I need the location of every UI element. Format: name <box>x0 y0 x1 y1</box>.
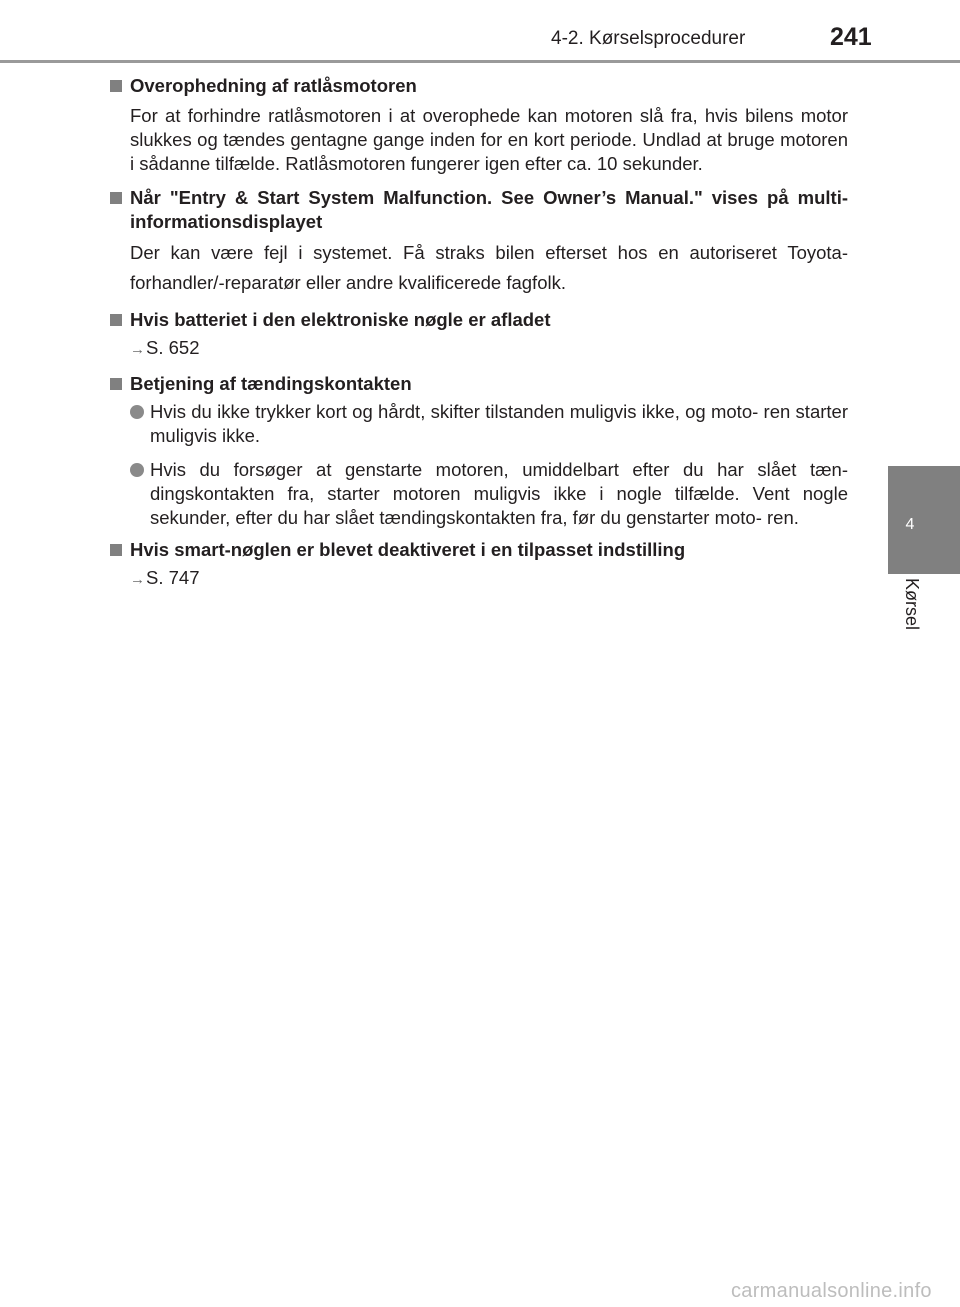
square-bullet-icon <box>110 192 122 204</box>
list-item-text: Hvis du ikke trykker kort og hårdt, skifter tilstanden muligvis ikke, og moto- ren starter muligvis ikke. <box>150 401 848 446</box>
section-heading <box>110 308 848 332</box>
header-section-title: 4-2. Kørselsprocedurer <box>551 28 746 49</box>
page-content <box>110 74 848 594</box>
list-item-text: Hvis du forsøger at genstarte motoren, umiddelbart efter du har slået tæn- dingskontakten fra, starter motoren muligvis ikke i nogle tilfælde. Vent nogle sekunder, efter du har slået tændingskontakten fra, før du genstarter moto- ren. <box>150 459 848 528</box>
arrow-right-icon: → <box>130 341 144 358</box>
arrow-right-icon: → <box>130 571 144 588</box>
list-item <box>130 400 848 448</box>
section-heading-text: Betjening af tændingskontakten <box>130 373 412 394</box>
circle-bullet-icon <box>130 405 144 419</box>
section-heading-text: Overophedning af ratlåsmotoren <box>130 75 417 96</box>
header-divider <box>0 60 960 63</box>
section-heading-text: Hvis batteriet i den elektroniske nøgle er afladet <box>130 309 551 330</box>
chapter-tab <box>888 466 960 574</box>
section-heading-text: Hvis smart-nøglen er blevet deaktiveret i en tilpasset indstilling <box>130 539 686 560</box>
square-bullet-icon <box>110 314 122 326</box>
watermark: carmanualsonline.info <box>731 1280 932 1302</box>
page-reference[interactable] <box>130 334 848 364</box>
section-heading <box>110 74 848 98</box>
page-number: 241 <box>830 23 872 51</box>
section-heading <box>110 186 848 234</box>
section-heading <box>110 538 848 562</box>
chapter-number: 4 <box>905 516 915 533</box>
section-heading <box>110 372 848 396</box>
page-reference-text: S. 652 <box>146 337 200 358</box>
circle-bullet-icon <box>130 463 144 477</box>
square-bullet-icon <box>110 378 122 390</box>
section-text: For at forhindre ratlåsmotoren i at overophede kan motoren slå fra, hvis bilens motor slukkes og tændes gentagne gange inden for en kort periode. Undlad at bruge motoren i sådanne tilfælde. Ratlåsmotoren fungerer igen efter ca. 10 sekunder. <box>130 105 848 174</box>
page-reference[interactable] <box>130 564 848 594</box>
chapter-label: Kørsel <box>902 578 922 631</box>
page-reference-text: S. 747 <box>146 567 200 588</box>
list-item <box>130 458 848 530</box>
square-bullet-icon <box>110 544 122 556</box>
section-text: Der kan være fejl i systemet. Få straks bilen efterset hos en autoriseret Toyota-forhandler/-reparatør eller andre kvalificerede fagfolk. <box>130 242 848 293</box>
square-bullet-icon <box>110 80 122 92</box>
section-heading-text: Når "Entry & Start System Malfunction. See Owner’s Manual." vises på multi-informationsdisplayet <box>130 187 848 232</box>
